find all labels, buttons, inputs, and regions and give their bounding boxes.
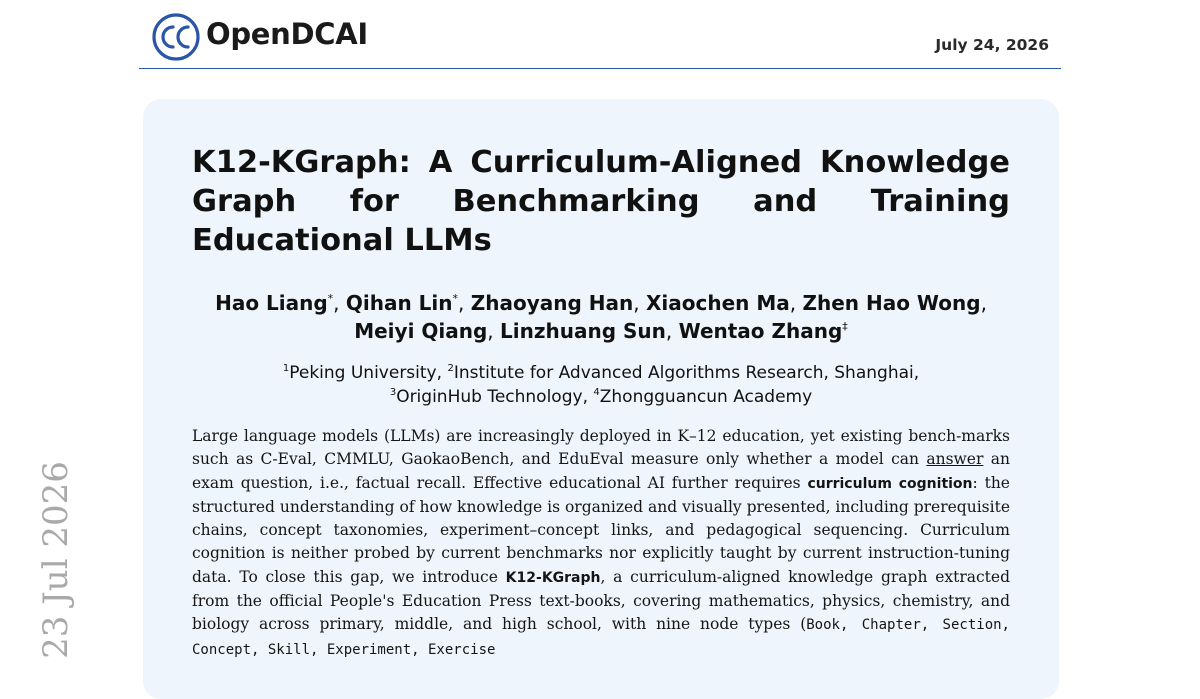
header-date: July 24, 2026 <box>935 36 1049 54</box>
author-name: Linzhuang Sun <box>500 319 666 343</box>
author-name: Zhen Hao Wong <box>802 291 981 315</box>
affiliation-name: Zhongguancun Academy <box>599 387 813 407</box>
abstract-key-term: K12-KGraph <box>505 569 601 586</box>
paper-title: K12-KGraph: A Curriculum-Aligned Knowledge Graph for Benchmarking and Training Educational LLMs <box>192 145 1010 258</box>
author-mark: ‡ <box>842 320 848 333</box>
abstract-text <box>192 425 1010 662</box>
author-name: Qihan Lin <box>345 291 453 315</box>
author-mark: * <box>452 292 459 305</box>
abstract-fragment: , a curriculum-aligned knowledge graph extracted from the official People's Education Press text-books, covering mathematics, physics, chemistry, and biology across primary, middle, and high school, with nine node types ( <box>192 567 1010 634</box>
affiliation-number: 4 <box>593 387 600 398</box>
brand-name: OpenDCAI <box>206 17 368 51</box>
abstract-fragment: an exam question, i.e., factual recall. Effective educational AI further requires <box>192 450 1010 492</box>
affiliation-number: 3 <box>389 387 397 398</box>
affiliation-number: 2 <box>447 363 454 374</box>
author-name: Meiyi Qiang <box>354 319 488 343</box>
abstract-panel <box>143 99 1059 699</box>
affiliation-name: OriginHub Technology <box>396 387 583 407</box>
affiliation-list: $^1$Peking University, $^2$Institute for Advanced Algorithms Research, Shanghai, $^3$OriginHub Technology, $^4$Zhongguancun Academy <box>282 363 920 407</box>
author-name: Xiaochen Ma <box>645 291 790 315</box>
opendcai-logo-icon <box>151 12 201 62</box>
abstract-key-term: curriculum cognition <box>807 475 973 492</box>
author-mark: * <box>327 292 334 305</box>
page-header <box>139 0 1061 69</box>
abstract-fragment: Large language models (LLMs) are increasingly deployed in K–12 education, yet existing bench-marks such as C-Eval, CMMLU, GaokaoBench, and EduEval measure only whether a model can <box>192 427 1010 469</box>
abstract-node-types: Book, Chapter, Section, Concept, Skill, Experiment, Exercise <box>192 617 1010 658</box>
author-name: Zhaoyang Han <box>470 291 634 315</box>
author-list: Hao Liang*, Qihan Lin*, Zhaoyang Han, Xiaochen Ma, Zhen Hao Wong, Meiyi Qiang, Linzhuang Sun, Wentao Zhang‡ <box>215 291 987 343</box>
author-name: Hao Liang <box>215 291 328 315</box>
author-name: Wentao Zhang <box>678 319 843 343</box>
affiliation-name: Institute for Advanced Algorithms Research, Shanghai <box>453 363 914 383</box>
affiliation-name: Peking University <box>289 363 437 383</box>
abstract-fragment: : the structured understanding of how knowledge is organized and visually presented, including prerequisite chains, concept taxonomies, experiment–concept links, and pedagogical sequencing. Curriculum cognition is neither probed by current benchmarks nor explicitly taught by current instruction-tuning data. To close this gap, we introduce <box>192 473 1010 586</box>
side-date-stamp: 23 Jul 2026 <box>36 461 76 659</box>
abstract-underlined-term: answer <box>926 450 984 469</box>
affiliation-number: 1 <box>282 363 290 374</box>
